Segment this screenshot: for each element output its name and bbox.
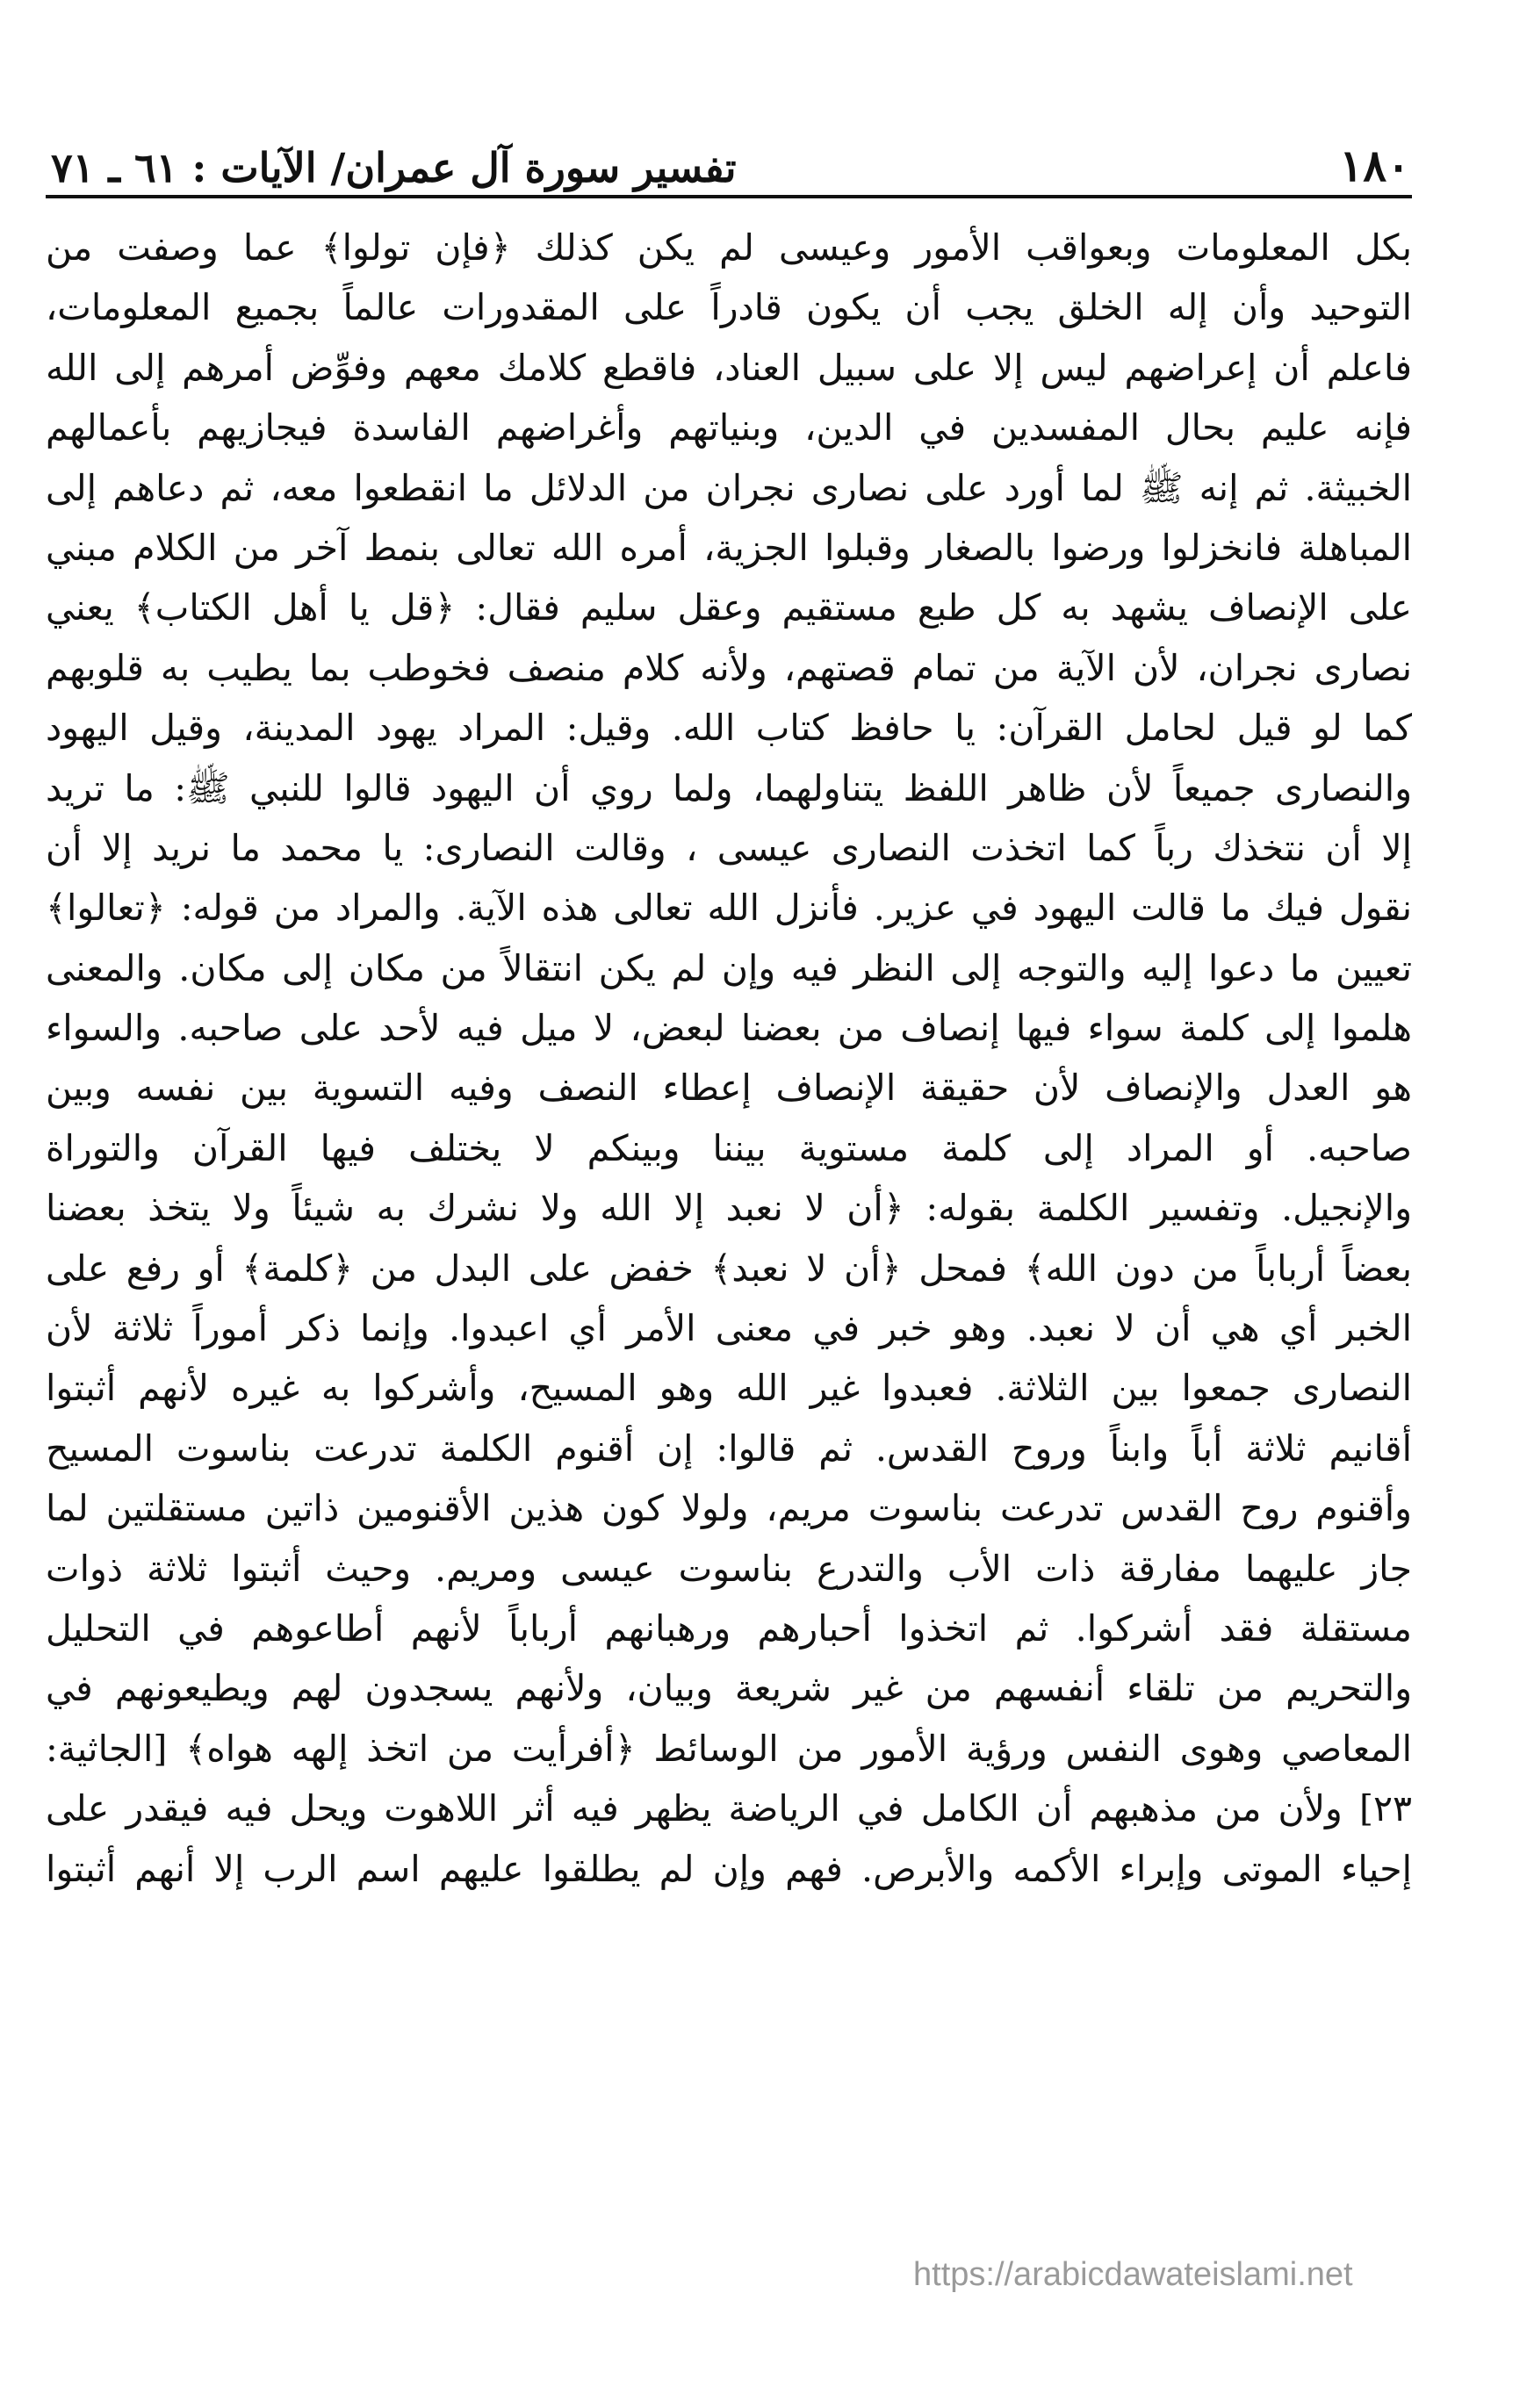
text-line: بعضاً أرباباً من دون الله﴾ فمحل ﴿أن لا نعبد﴾ خفض على البدل من ﴿كلمة﴾ أو رفع على: [46, 1247, 1412, 1290]
text-line: جاز عليهما مفارقة ذات الأب والتدرع بناسوت عيسى ومريم. وحيث أثبتوا ثلاثة ذوات: [46, 1547, 1412, 1590]
text-line: هو العدل والإنصاف لأن حقيقة الإنصاف إعطاء النصف وفيه التسوية بين نفسه وبين: [46, 1067, 1412, 1110]
text-line: نقول فيك ما قالت اليهود في عزير. فأنزل الله تعالى هذه الآية. والمراد من قوله: ﴿تعالوا﴾: [46, 887, 1412, 930]
text-line: صاحبه. أو المراد إلى كلمة مستوية بيننا وبينكم لا يختلف فيها القرآن والتوراة: [46, 1126, 1412, 1169]
text-line: والنصارى جميعاً لأن ظاهر اللفظ يتناولهما، ولما روي أن اليهود قالوا للنبي ﷺ: ما تريد: [46, 766, 1412, 809]
text-line: ٢٣] ولأن من مذهبهم أن الكامل في الرياضة يظهر فيه أثر اللاهوت ويحل فيه فيقدر على: [46, 1787, 1412, 1830]
text-line: المعاصي وهوى النفس ورؤية الأمور من الوسائط ﴿أفرأيت من اتخذ إلهه هواه﴾ [الجاثية:: [46, 1727, 1412, 1770]
text-line: إلا أن نتخذك رباً كما اتخذت النصارى عيسى ، وقالت النصارى: يا محمد ما نريد إلا أن: [46, 826, 1412, 869]
text-line: والإنجيل. وتفسير الكلمة بقوله: ﴿أن لا نعبد إلا الله ولا نشرك به شيئاً ولا يتخذ بعضنا: [46, 1187, 1412, 1230]
text-line: وأقنوم روح القدس تدرعت بناسوت مريم، ولولا كون هذين الأقنومين ذاتين مستقلتين لما: [46, 1487, 1412, 1530]
text-line: مستقلة فقد أشركوا. ثم اتخذوا أحبارهم ورهبانهم أرباباً لأنهم أطاعوهم في التحليل: [46, 1607, 1412, 1650]
text-line: النصارى جمعوا بين الثلاثة. فعبدوا غير الله وهو المسيح، وأشركوا به غيره لأنهم أثبتوا: [46, 1367, 1412, 1410]
text-line: على الإنصاف يشهد به كل طبع مستقيم وعقل سليم فقال: ﴿قل يا أهل الكتاب﴾ يعني: [46, 586, 1412, 629]
page-header: [51, 123, 1410, 195]
text-line: هلموا إلى كلمة سواء فيها إنصاف من بعضنا لبعض، لا ميل فيه لأحد على صاحبه. والسواء: [46, 1007, 1412, 1050]
running-title: تفسير سورة آل عمران/ الآيات : ٦١ ـ ٧١: [51, 144, 737, 191]
text-line: نصارى نجران، لأن الآية من تمام قصتهم، ولأنه كلام منصف فخوطب بما يطيب به قلوبهم: [46, 646, 1412, 689]
body-text: [46, 218, 1412, 1899]
text-line: إحياء الموتى وإبراء الأكمه والأبرص. فهم وإن لم يطلقوا عليهم اسم الرب إلا أنهم أثبتوا: [46, 1847, 1412, 1890]
text-line: فإنه عليم بحال المفسدين في الدين، وبنياتهم وأغراضهم الفاسدة فيجازيهم بأعمالهم: [46, 406, 1412, 449]
watermark-url: https://arabicdawateislami.net: [913, 2256, 1353, 2293]
text-line: الخبيثة. ثم إنه ﷺ لما أورد على نصارى نجران من الدلائل ما انقطعوا معه، ثم دعاهم إلى: [46, 466, 1412, 509]
text-line: فاعلم أن إعراضهم ليس إلا على سبيل العناد، فاقطع كلامك معهم وفوِّض أمرهم إلى الله: [46, 346, 1412, 389]
text-line: المباهلة فانخزلوا ورضوا بالصغار وقبلوا الجزية، أمره الله تعالى بنمط آخر من الكلام مبني: [46, 526, 1412, 569]
text-line: والتحريم من تلقاء أنفسهم من غير شريعة وبيان، ولأنهم يسجدون لهم ويطيعونهم في: [46, 1667, 1412, 1710]
header-rule: [46, 195, 1412, 198]
text-line: كما لو قيل لحامل القرآن: يا حافظ كتاب الله. وقيل: المراد يهود المدينة، وقيل اليهود: [46, 707, 1412, 750]
text-line: التوحيد وأن إله الخلق يجب أن يكون قادراً على المقدورات عالماً بجميع المعلومات،: [46, 286, 1412, 329]
text-line: بكل المعلومات وبعواقب الأمور وعيسى لم يكن كذلك ﴿فإن تولوا﴾ عما وصفت من: [46, 226, 1412, 269]
text-line: أقانيم ثلاثة أباً وابناً وروح القدس. ثم قالوا: إن أقنوم الكلمة تدرعت بناسوت المسيح: [46, 1427, 1412, 1470]
text-line: الخبر أي هي أن لا نعبد. وهو خبر في معنى الأمر أي اعبدوا. وإنما ذكر أموراً ثلاثة لأن: [46, 1307, 1412, 1350]
page-number: ١٨٠: [1339, 140, 1410, 191]
text-line: تعيين ما دعوا إليه والتوجه إلى النظر فيه وإن لم يكن انتقالاً من مكان إلى مكان. والمعنى: [46, 946, 1412, 989]
